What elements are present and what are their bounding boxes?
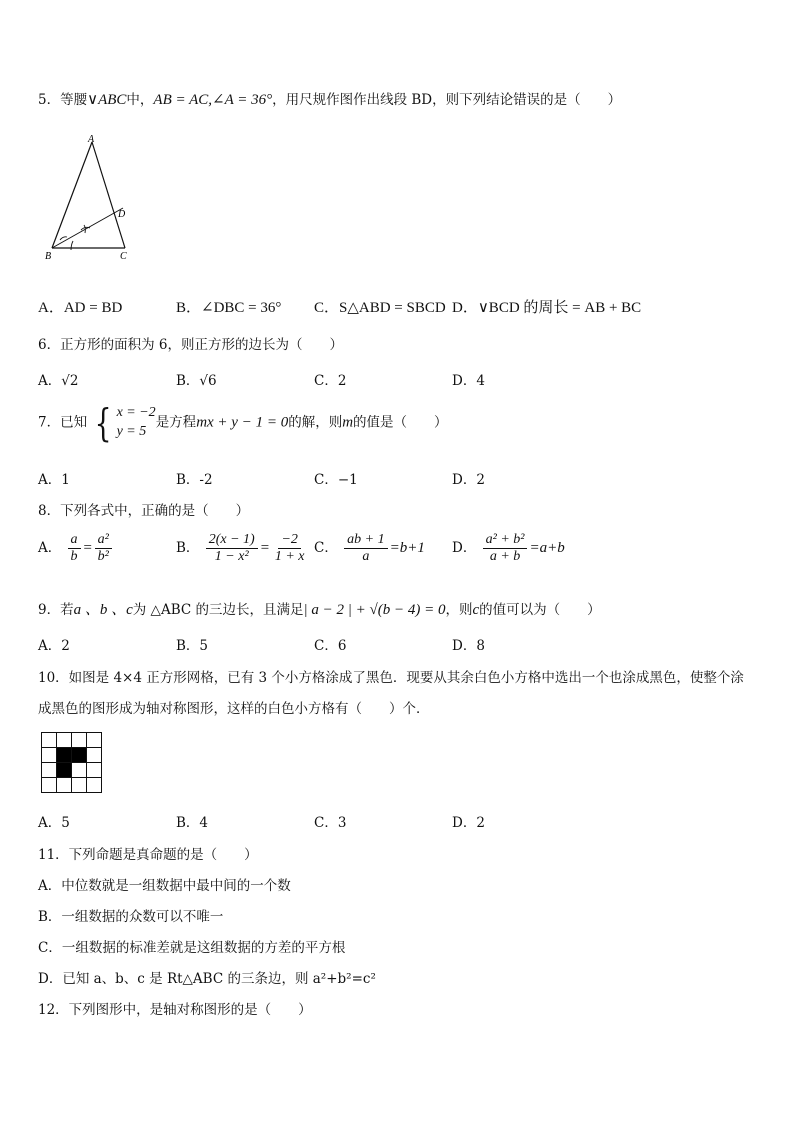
q8-option-a[interactable]: A． $\frac{a}{b}$ = $\frac{\text{a²}}{\text{b²}}$ [38,532,114,565]
q7-text-c: 的解，则 [288,414,343,431]
q7-equation-system: { x = −2 y = 5 [95,401,156,445]
q8-option-b[interactable]: B． $\frac{2(x - 1)}{\text{1 − x²}}$ = $\frac{-2}{1 + x}$ [176,532,305,565]
q5-option-c[interactable]: C．S△ABD = SBCD [314,300,446,316]
q9-text-b: 为 △ABC 的三边长，且满足 [132,602,304,618]
question-9-stem [38,598,601,619]
q5-label-a: A [88,134,95,145]
q11-option-a[interactable]: A．中位数就是一组数据中最中间的一个数 [38,878,291,894]
q7-var: m [342,414,354,431]
question-12-stem: 12．下列图形中，是轴对称图形的是（ ） [38,1002,312,1018]
q6-option-a[interactable]: A．√2 [38,373,79,389]
q7-option-a[interactable]: A．1 [38,472,70,488]
q7-option-d[interactable]: D．2 [452,472,485,488]
q9-text-c: ，则 [445,602,473,618]
q6-option-c[interactable]: C．2 [314,373,347,389]
q5-number: 5． [38,92,61,108]
q5-option-d[interactable]: D．∨BCD 的周长 = AB + BC [452,300,642,316]
q7-sys-row-1: x = −2 [116,405,156,421]
q8-option-d[interactable]: D． $\frac{\text{a² + b²}}{a + b}$ =a+b [452,532,565,565]
q7-option-b[interactable]: B．-2 [176,472,213,488]
question-11-stem: 11．下列命题是真命题的是（ ） [38,847,258,863]
q9-text-a: 9．若 [38,602,74,618]
q11-option-c[interactable]: C．一组数据的标准差就是这组数据的方差的平方根 [38,940,346,956]
q9-option-a[interactable]: A．2 [38,638,70,654]
q6-option-d[interactable]: D．4 [452,373,485,389]
q8-option-c[interactable]: C． $\frac{ab + 1}{a}$ =b+1 [314,532,425,565]
q9-option-b[interactable]: B．5 [176,638,209,654]
question-10-stem-line-1: 10．如图是 4×4 正方形网格，已有 3 个小方格涂成了黑色．现要从其余白色小方格中选出一个也涂成黑色，使整个涂 [38,670,744,686]
question-6-stem: 6．正方形的面积为 6，则正方形的边长为（ ） [38,337,343,353]
q7-sys-row-2: y = 5 [116,424,147,439]
question-10-stem-line-2: 成黑色的图形成为轴对称图形，这样的白色小方格有（ ）个． [38,701,430,717]
q10-option-b[interactable]: B．4 [176,815,209,831]
q5-text-b: 中， [126,92,154,108]
q10-option-c[interactable]: C．3 [314,815,347,831]
q9-option-d[interactable]: D．8 [452,638,485,654]
q7-text-d: 的值是（ ） [353,414,448,431]
question-5-stem [38,88,621,109]
q10-option-a[interactable]: A．5 [38,815,70,831]
q5-option-b[interactable]: B．∠DBC = 36° [176,300,282,316]
q9-var: c [472,602,480,618]
q5-label-d: D [118,209,126,220]
q9-condition: | a − 2 | + √(b − 4) = 0 [303,602,446,618]
q10-grid-figure [41,732,103,794]
q7-text-b: 是方程 [155,414,197,431]
q9-text-d: 的值可以为（ ） [479,602,601,618]
q7-equation: mx + y − 1 = 0 [196,414,289,431]
q11-option-b[interactable]: B．一组数据的众数可以不唯一 [38,909,224,925]
q9-vars: a 、b 、c [73,602,133,618]
q5-triangle-figure [40,132,140,262]
question-7-stem [38,401,448,445]
q6-option-b[interactable]: B．√6 [176,373,217,389]
q9-option-c[interactable]: C．6 [314,638,347,654]
q5-condition: AB = AC,∠A = 36° [153,92,273,108]
q7-text-a: 7．已知 [38,414,88,431]
q5-label-b: B [45,251,52,262]
q5-option-a[interactable]: A．AD = BD [38,300,123,316]
q7-option-c[interactable]: C．−1 [314,472,358,488]
q5-triangle: ∨ABC [87,92,127,108]
q10-option-d[interactable]: D．2 [452,815,485,831]
q5-text-c: ，用尺规作图作出线段 BD，则下列结论错误的是（ ） [272,92,622,108]
question-8-stem: 8．下列各式中，正确的是（ ） [38,503,250,519]
q5-text-a: 等腰 [60,92,88,108]
q5-label-c: C [120,251,127,262]
q11-option-d[interactable]: D．已知 a、b、c 是 Rt△ABC 的三条边，则 a²+b²=c² [38,971,376,987]
